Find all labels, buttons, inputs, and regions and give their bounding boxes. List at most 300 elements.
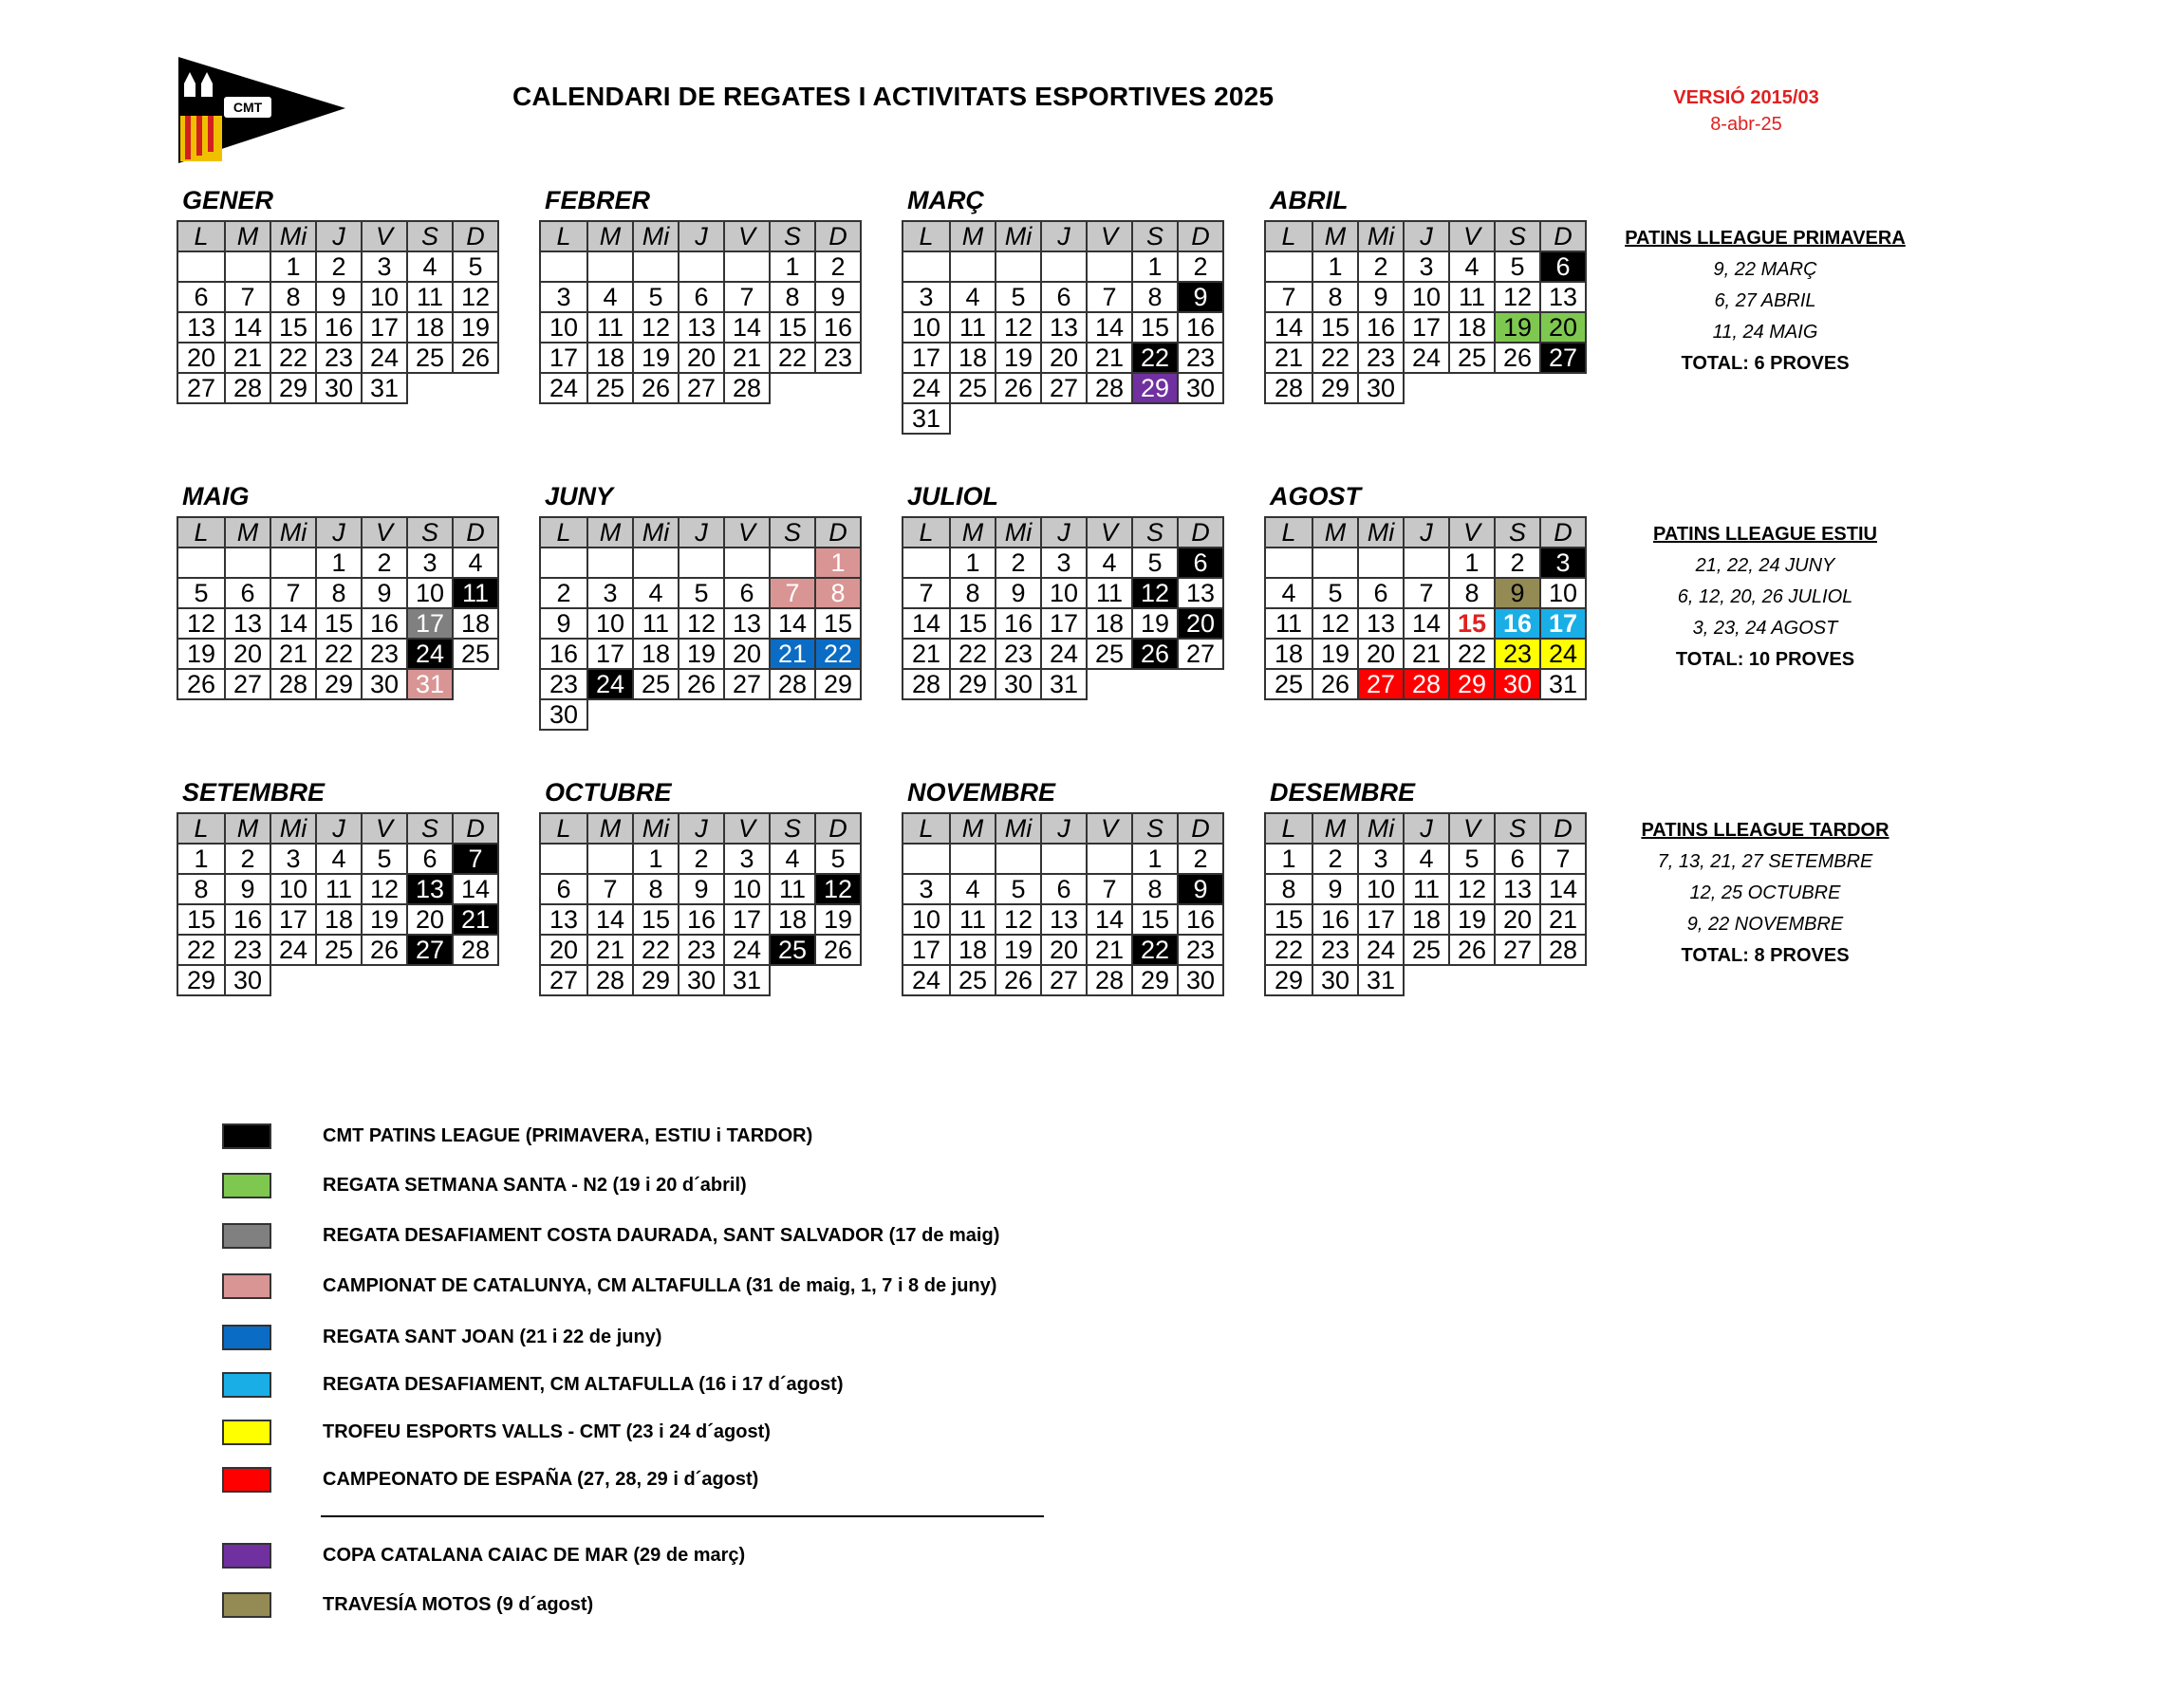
day-cell: 13 bbox=[678, 311, 725, 343]
day-cell: 27 bbox=[406, 934, 454, 966]
day-cell: 12 bbox=[361, 873, 408, 905]
day-cell: 23 bbox=[1177, 934, 1224, 966]
weekday-header: D bbox=[452, 812, 499, 845]
month-name: JUNY bbox=[545, 482, 614, 511]
day-cell: 21 bbox=[452, 903, 499, 936]
day-cell: 20 bbox=[678, 342, 725, 374]
day-cell: 28 bbox=[270, 668, 317, 700]
day-cell: 7 bbox=[586, 873, 634, 905]
weekday-header: M bbox=[1312, 220, 1359, 252]
empty-cell bbox=[632, 547, 679, 579]
month-name: ABRIL bbox=[1270, 186, 1349, 214]
day-cell: 11 bbox=[452, 577, 499, 609]
weekday-header: J bbox=[1403, 812, 1450, 845]
day-cell: 15 bbox=[270, 311, 317, 343]
day-cell: 25 bbox=[1264, 668, 1313, 700]
weekday-header: Mi bbox=[1357, 220, 1405, 252]
day-cell: 28 bbox=[1086, 964, 1133, 996]
day-cell: 23 bbox=[814, 342, 862, 374]
day-cell: 14 bbox=[1086, 903, 1133, 936]
weekday-header: J bbox=[1040, 812, 1088, 845]
day-cell: 3 bbox=[1403, 251, 1450, 283]
day-cell: 8 bbox=[814, 577, 862, 609]
empty-cell bbox=[539, 843, 588, 875]
day-cell: 27 bbox=[1494, 934, 1541, 966]
day-cell: 20 bbox=[406, 903, 454, 936]
day-cell: 19 bbox=[452, 311, 499, 343]
day-cell: 30 bbox=[315, 372, 363, 404]
day-cell: 29 bbox=[949, 668, 996, 700]
empty-cell bbox=[177, 547, 226, 579]
day-cell: 10 bbox=[902, 311, 951, 343]
empty-cell bbox=[1264, 251, 1313, 283]
day-cell: 26 bbox=[361, 934, 408, 966]
day-cell: 16 bbox=[1357, 311, 1405, 343]
logo-text: CMT bbox=[233, 100, 263, 115]
day-cell: 1 bbox=[177, 843, 226, 875]
day-cell: 2 bbox=[814, 251, 862, 283]
day-cell: 21 bbox=[902, 638, 951, 670]
weekday-header: V bbox=[723, 220, 771, 252]
legend-swatch bbox=[222, 1543, 271, 1569]
day-cell: 3 bbox=[902, 873, 951, 905]
month-name: AGOST bbox=[1270, 482, 1362, 511]
day-cell: 30 bbox=[1357, 372, 1405, 404]
day-cell: 3 bbox=[270, 843, 317, 875]
weekday-header: V bbox=[1448, 516, 1496, 548]
empty-cell bbox=[224, 251, 271, 283]
day-cell: 10 bbox=[539, 311, 588, 343]
weekday-header: S bbox=[769, 516, 816, 548]
day-cell: 19 bbox=[1131, 607, 1179, 640]
weekday-header: J bbox=[1040, 516, 1088, 548]
day-cell: 22 bbox=[270, 342, 317, 374]
day-cell: 7 bbox=[224, 281, 271, 313]
day-cell: 7 bbox=[1086, 281, 1133, 313]
day-cell: 21 bbox=[723, 342, 771, 374]
day-cell: 23 bbox=[678, 934, 725, 966]
day-cell: 27 bbox=[678, 372, 725, 404]
day-cell: 24 bbox=[723, 934, 771, 966]
day-cell: 30 bbox=[539, 698, 588, 731]
day-cell: 20 bbox=[1494, 903, 1541, 936]
day-cell: 12 bbox=[814, 873, 862, 905]
day-cell: 4 bbox=[632, 577, 679, 609]
day-cell: 1 bbox=[814, 547, 862, 579]
weekday-header: L bbox=[177, 516, 226, 548]
weekday-header: S bbox=[406, 812, 454, 845]
day-cell: 10 bbox=[270, 873, 317, 905]
weekday-header: D bbox=[1177, 812, 1224, 845]
day-cell: 3 bbox=[1539, 547, 1587, 579]
day-cell: 18 bbox=[1264, 638, 1313, 670]
day-cell: 3 bbox=[586, 577, 634, 609]
day-cell: 28 bbox=[1403, 668, 1450, 700]
legend-label: REGATA DESAFIAMENT COSTA DAURADA, SANT SALVADOR (17 de maig) bbox=[323, 1225, 1000, 1246]
day-cell: 22 bbox=[1131, 934, 1179, 966]
day-cell: 22 bbox=[1264, 934, 1313, 966]
day-cell: 12 bbox=[632, 311, 679, 343]
day-cell: 15 bbox=[177, 903, 226, 936]
day-cell: 10 bbox=[723, 873, 771, 905]
day-cell: 13 bbox=[224, 607, 271, 640]
empty-cell bbox=[177, 251, 226, 283]
day-cell: 5 bbox=[814, 843, 862, 875]
day-cell: 22 bbox=[315, 638, 363, 670]
day-cell: 6 bbox=[224, 577, 271, 609]
empty-cell bbox=[1312, 547, 1359, 579]
day-cell: 4 bbox=[406, 251, 454, 283]
empty-cell bbox=[270, 547, 317, 579]
weekday-header: Mi bbox=[270, 812, 317, 845]
weekday-header: M bbox=[586, 516, 634, 548]
day-cell: 27 bbox=[224, 668, 271, 700]
day-cell: 18 bbox=[406, 311, 454, 343]
day-cell: 13 bbox=[723, 607, 771, 640]
day-cell: 26 bbox=[1494, 342, 1541, 374]
day-cell: 29 bbox=[632, 964, 679, 996]
weekday-header: L bbox=[902, 220, 951, 252]
day-cell: 6 bbox=[1040, 281, 1088, 313]
day-cell: 24 bbox=[586, 668, 634, 700]
empty-cell bbox=[1086, 251, 1133, 283]
day-cell: 11 bbox=[949, 311, 996, 343]
day-cell: 12 bbox=[1312, 607, 1359, 640]
day-cell: 9 bbox=[814, 281, 862, 313]
day-cell: 6 bbox=[539, 873, 588, 905]
day-cell: 12 bbox=[678, 607, 725, 640]
day-cell: 6 bbox=[1177, 547, 1224, 579]
side-panel-tardor bbox=[1585, 820, 1945, 967]
day-cell: 28 bbox=[1264, 372, 1313, 404]
weekday-header: Mi bbox=[632, 220, 679, 252]
weekday-header: V bbox=[1086, 220, 1133, 252]
day-cell: 9 bbox=[678, 873, 725, 905]
day-cell: 9 bbox=[224, 873, 271, 905]
day-cell: 27 bbox=[539, 964, 588, 996]
weekday-header: J bbox=[315, 812, 363, 845]
day-cell: 27 bbox=[723, 668, 771, 700]
weekday-header: D bbox=[1539, 516, 1587, 548]
day-cell: 22 bbox=[632, 934, 679, 966]
day-cell: 8 bbox=[1312, 281, 1359, 313]
day-cell: 28 bbox=[1539, 934, 1587, 966]
day-cell: 11 bbox=[1086, 577, 1133, 609]
side-panel-title: PATINS LLEAGUE ESTIU bbox=[1653, 524, 1877, 545]
weekday-header: L bbox=[177, 220, 226, 252]
day-cell: 21 bbox=[270, 638, 317, 670]
weekday-header: D bbox=[814, 516, 862, 548]
day-cell: 15 bbox=[949, 607, 996, 640]
day-cell: 27 bbox=[1040, 964, 1088, 996]
day-cell: 14 bbox=[586, 903, 634, 936]
weekday-header: J bbox=[315, 516, 363, 548]
day-cell: 12 bbox=[452, 281, 499, 313]
day-cell: 23 bbox=[224, 934, 271, 966]
day-cell: 4 bbox=[1448, 251, 1496, 283]
day-cell: 12 bbox=[1494, 281, 1541, 313]
day-cell: 11 bbox=[1264, 607, 1313, 640]
empty-cell bbox=[902, 547, 951, 579]
day-cell: 7 bbox=[452, 843, 499, 875]
day-cell: 25 bbox=[949, 372, 996, 404]
day-cell: 28 bbox=[1086, 372, 1133, 404]
day-cell: 3 bbox=[1040, 547, 1088, 579]
day-cell: 17 bbox=[539, 342, 588, 374]
day-cell: 5 bbox=[632, 281, 679, 313]
day-cell: 30 bbox=[678, 964, 725, 996]
day-cell: 26 bbox=[632, 372, 679, 404]
day-cell: 12 bbox=[995, 903, 1042, 936]
weekday-header: L bbox=[539, 516, 588, 548]
day-cell: 30 bbox=[995, 668, 1042, 700]
weekday-header: Mi bbox=[995, 516, 1042, 548]
day-cell: 21 bbox=[586, 934, 634, 966]
day-cell: 24 bbox=[1403, 342, 1450, 374]
month-name: JULIOL bbox=[907, 482, 999, 511]
day-cell: 5 bbox=[1131, 547, 1179, 579]
day-cell: 25 bbox=[452, 638, 499, 670]
version-label: VERSIÓ 2015/03 bbox=[1673, 87, 1819, 108]
day-cell: 8 bbox=[177, 873, 226, 905]
legend-label: TROFEU ESPORTS VALLS - CMT (23 i 24 d´agost) bbox=[323, 1421, 771, 1442]
weekday-header: L bbox=[1264, 220, 1313, 252]
day-cell: 17 bbox=[406, 607, 454, 640]
day-cell: 29 bbox=[1448, 668, 1496, 700]
day-cell: 7 bbox=[902, 577, 951, 609]
weekday-header: S bbox=[406, 516, 454, 548]
day-cell: 27 bbox=[1177, 638, 1224, 670]
weekday-header: Mi bbox=[1357, 812, 1405, 845]
day-cell: 20 bbox=[539, 934, 588, 966]
day-cell: 23 bbox=[361, 638, 408, 670]
day-cell: 30 bbox=[1177, 964, 1224, 996]
empty-cell bbox=[678, 547, 725, 579]
day-cell: 16 bbox=[1312, 903, 1359, 936]
day-cell: 19 bbox=[1448, 903, 1496, 936]
day-cell: 7 bbox=[723, 281, 771, 313]
day-cell: 23 bbox=[1177, 342, 1224, 374]
weekday-header: V bbox=[723, 812, 771, 845]
empty-cell bbox=[769, 547, 816, 579]
day-cell: 25 bbox=[1403, 934, 1450, 966]
empty-cell bbox=[539, 547, 588, 579]
day-cell: 8 bbox=[315, 577, 363, 609]
day-cell: 21 bbox=[1086, 934, 1133, 966]
empty-cell bbox=[586, 547, 634, 579]
empty-cell bbox=[586, 843, 634, 875]
weekday-header: L bbox=[902, 812, 951, 845]
day-cell: 25 bbox=[632, 668, 679, 700]
empty-cell bbox=[723, 547, 771, 579]
day-cell: 29 bbox=[1131, 372, 1179, 404]
weekday-header: L bbox=[1264, 812, 1313, 845]
weekday-header: D bbox=[814, 812, 862, 845]
weekday-header: V bbox=[361, 812, 408, 845]
weekday-header: M bbox=[949, 812, 996, 845]
day-cell: 3 bbox=[361, 251, 408, 283]
day-cell: 14 bbox=[902, 607, 951, 640]
weekday-header: S bbox=[769, 220, 816, 252]
day-cell: 18 bbox=[586, 342, 634, 374]
day-cell: 18 bbox=[315, 903, 363, 936]
weekday-header: L bbox=[177, 812, 226, 845]
day-cell: 4 bbox=[949, 281, 996, 313]
day-cell: 29 bbox=[177, 964, 226, 996]
legend-swatch bbox=[222, 1467, 271, 1493]
day-cell: 19 bbox=[177, 638, 226, 670]
day-cell: 16 bbox=[361, 607, 408, 640]
legend-swatch bbox=[222, 1273, 271, 1299]
day-cell: 18 bbox=[452, 607, 499, 640]
day-cell: 5 bbox=[995, 281, 1042, 313]
day-cell: 30 bbox=[1177, 372, 1224, 404]
day-cell: 19 bbox=[678, 638, 725, 670]
day-cell: 17 bbox=[723, 903, 771, 936]
legend-swatch bbox=[222, 1420, 271, 1445]
day-cell: 11 bbox=[949, 903, 996, 936]
day-cell: 28 bbox=[586, 964, 634, 996]
weekday-header: J bbox=[678, 220, 725, 252]
weekday-header: D bbox=[1177, 220, 1224, 252]
day-cell: 30 bbox=[1494, 668, 1541, 700]
day-cell: 11 bbox=[769, 873, 816, 905]
day-cell: 13 bbox=[1040, 311, 1088, 343]
day-cell: 8 bbox=[1131, 873, 1179, 905]
weekday-header: M bbox=[949, 220, 996, 252]
day-cell: 11 bbox=[406, 281, 454, 313]
day-cell: 2 bbox=[1494, 547, 1541, 579]
day-cell: 29 bbox=[270, 372, 317, 404]
day-cell: 4 bbox=[586, 281, 634, 313]
day-cell: 2 bbox=[361, 547, 408, 579]
day-cell: 11 bbox=[632, 607, 679, 640]
day-cell: 15 bbox=[632, 903, 679, 936]
weekday-header: L bbox=[539, 812, 588, 845]
day-cell: 9 bbox=[539, 607, 588, 640]
day-cell: 22 bbox=[814, 638, 862, 670]
side-panel-line: 6, 12, 20, 26 JULIOL bbox=[1677, 586, 1853, 607]
day-cell: 24 bbox=[1539, 638, 1587, 670]
day-cell: 25 bbox=[406, 342, 454, 374]
empty-cell bbox=[949, 251, 996, 283]
day-cell: 23 bbox=[995, 638, 1042, 670]
legend-label: REGATA SANT JOAN (21 i 22 de juny) bbox=[323, 1327, 662, 1347]
day-cell: 13 bbox=[177, 311, 226, 343]
day-cell: 30 bbox=[1312, 964, 1359, 996]
day-cell: 3 bbox=[1357, 843, 1405, 875]
weekday-header: Mi bbox=[995, 812, 1042, 845]
weekday-header: S bbox=[1131, 812, 1179, 845]
day-cell: 19 bbox=[632, 342, 679, 374]
day-cell: 18 bbox=[949, 342, 996, 374]
weekday-header: Mi bbox=[1357, 516, 1405, 548]
day-cell: 6 bbox=[1040, 873, 1088, 905]
day-cell: 24 bbox=[361, 342, 408, 374]
day-cell: 25 bbox=[315, 934, 363, 966]
day-cell: 11 bbox=[1403, 873, 1450, 905]
day-cell: 8 bbox=[769, 281, 816, 313]
empty-cell bbox=[632, 251, 679, 283]
day-cell: 16 bbox=[224, 903, 271, 936]
day-cell: 17 bbox=[1357, 903, 1405, 936]
day-cell: 22 bbox=[949, 638, 996, 670]
legend-swatch bbox=[222, 1223, 271, 1249]
month-name: FEBRER bbox=[545, 186, 651, 214]
day-cell: 26 bbox=[814, 934, 862, 966]
day-cell: 25 bbox=[1086, 638, 1133, 670]
empty-cell bbox=[1040, 251, 1088, 283]
weekday-header: V bbox=[1448, 812, 1496, 845]
day-cell: 26 bbox=[177, 668, 226, 700]
day-cell: 28 bbox=[769, 668, 816, 700]
day-cell: 18 bbox=[632, 638, 679, 670]
weekday-header: L bbox=[1264, 516, 1313, 548]
day-cell: 7 bbox=[1264, 281, 1313, 313]
day-cell: 26 bbox=[1448, 934, 1496, 966]
day-cell: 29 bbox=[1312, 372, 1359, 404]
side-panel-line: 7, 13, 21, 27 SETEMBRE bbox=[1657, 851, 1873, 872]
day-cell: 10 bbox=[902, 903, 951, 936]
weekday-header: S bbox=[406, 220, 454, 252]
day-cell: 21 bbox=[769, 638, 816, 670]
empty-cell bbox=[539, 251, 588, 283]
day-cell: 23 bbox=[539, 668, 588, 700]
day-cell: 13 bbox=[406, 873, 454, 905]
day-cell: 1 bbox=[315, 547, 363, 579]
day-cell: 14 bbox=[270, 607, 317, 640]
legend-swatch bbox=[222, 1592, 271, 1618]
day-cell: 9 bbox=[995, 577, 1042, 609]
day-cell: 10 bbox=[1357, 873, 1405, 905]
weekday-header: L bbox=[902, 516, 951, 548]
day-cell: 28 bbox=[902, 668, 951, 700]
day-cell: 4 bbox=[949, 873, 996, 905]
day-cell: 21 bbox=[1264, 342, 1313, 374]
legend-label: CMT PATINS LEAGUE (PRIMAVERA, ESTIU i TARDOR) bbox=[323, 1125, 813, 1146]
day-cell: 26 bbox=[1312, 668, 1359, 700]
day-cell: 22 bbox=[1448, 638, 1496, 670]
day-cell: 1 bbox=[1131, 251, 1179, 283]
day-cell: 31 bbox=[361, 372, 408, 404]
day-cell: 25 bbox=[1448, 342, 1496, 374]
day-cell: 15 bbox=[1131, 903, 1179, 936]
day-cell: 11 bbox=[1448, 281, 1496, 313]
day-cell: 18 bbox=[1448, 311, 1496, 343]
day-cell: 24 bbox=[270, 934, 317, 966]
day-cell: 1 bbox=[270, 251, 317, 283]
weekday-header: J bbox=[678, 516, 725, 548]
day-cell: 7 bbox=[1086, 873, 1133, 905]
day-cell: 17 bbox=[586, 638, 634, 670]
day-cell: 28 bbox=[452, 934, 499, 966]
day-cell: 5 bbox=[1312, 577, 1359, 609]
day-cell: 30 bbox=[224, 964, 271, 996]
empty-cell bbox=[723, 251, 771, 283]
empty-cell bbox=[224, 547, 271, 579]
day-cell: 23 bbox=[315, 342, 363, 374]
day-cell: 31 bbox=[902, 402, 951, 435]
day-cell: 7 bbox=[270, 577, 317, 609]
side-panel-title: PATINS LLEAGUE TARDOR bbox=[1641, 820, 1889, 841]
day-cell: 26 bbox=[995, 964, 1042, 996]
side-panel-line: 21, 22, 24 JUNY bbox=[1695, 555, 1835, 576]
day-cell: 31 bbox=[1539, 668, 1587, 700]
day-cell: 16 bbox=[1494, 607, 1541, 640]
day-cell: 9 bbox=[1177, 281, 1224, 313]
empty-cell bbox=[1040, 843, 1088, 875]
empty-cell bbox=[1403, 547, 1450, 579]
